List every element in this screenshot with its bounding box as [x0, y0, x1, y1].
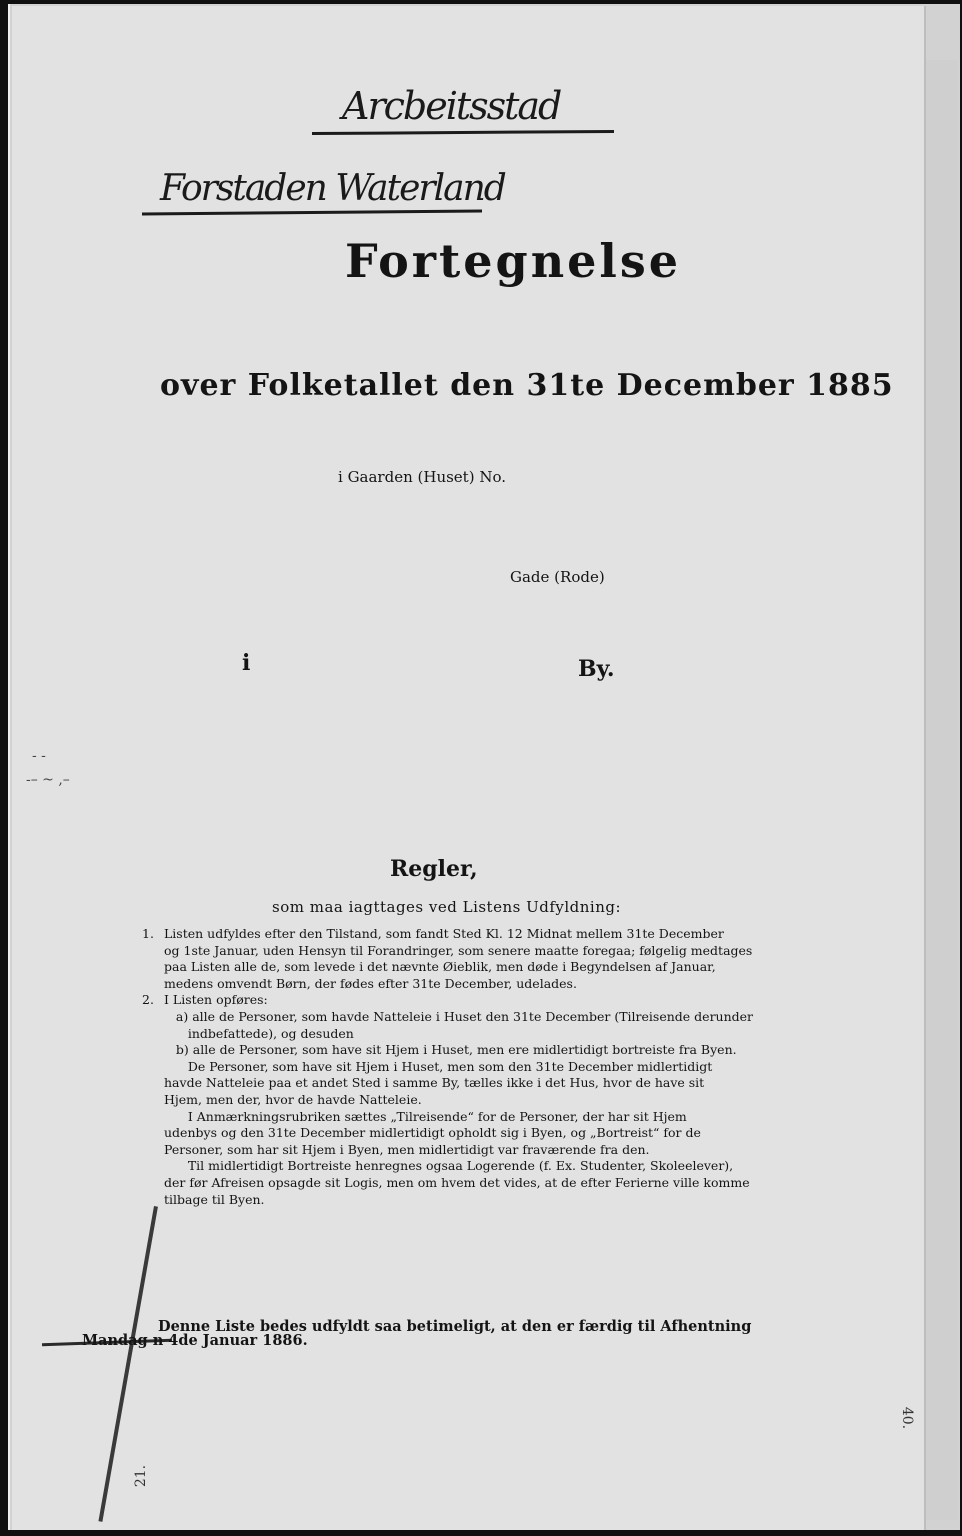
rule-line	[142, 1009, 753, 1025]
rule-line	[142, 976, 577, 992]
rules-title: Regler,	[390, 856, 478, 882]
rule-text: og 1ste Januar, uden Hensyn til Forandringer, som senere maatte foregaa; følgelig medtages	[164, 942, 753, 958]
rule-line	[142, 1042, 737, 1058]
rule-text: Til midlertidigt Bortreiste henregnes ogsaa Logerende (f. Ex. Studenter, Skoleelever),	[164, 1158, 734, 1174]
field-label-i: i	[242, 650, 251, 676]
corner-number-left: 21.	[133, 1464, 150, 1488]
rule-text: De Personer, som have sit Hjem i Huset, men som den 31te December midlertidigt	[164, 1058, 713, 1074]
margin-mark: - -	[32, 748, 46, 764]
handwritten-district: Arcbeitsstad	[342, 84, 561, 128]
rule-line	[142, 1092, 422, 1108]
document-title: Fortegnelse	[344, 234, 682, 288]
rule-text: udenbys og den 31te December midlertidigt opholdt sig i Byen, og „Bortreist“ for de	[164, 1125, 701, 1141]
rule-line	[142, 1175, 750, 1191]
footer-line-1: Denne Liste bedes udfyldt saa betimeligt, at den er færdig til Afhentning	[158, 1318, 752, 1335]
rule-text: Hjem, men der, hvor de havde Natteleie.	[164, 1092, 422, 1107]
field-label-gaarden: i Gaarden (Huset) No.	[338, 468, 506, 486]
rule-text: der før Afreisen opsagde sit Logis, men om hvem det vides, at de efter Ferierne ville komme	[164, 1175, 750, 1190]
rule-line	[142, 1158, 733, 1174]
corner-number-right: 40.	[899, 1406, 916, 1430]
footer-line-2: Mandag n 4de Januar 1886.	[82, 1332, 308, 1349]
rule-line	[142, 1192, 265, 1208]
rule-text: I Anmærkningsrubriken sættes „Tilreisende“ for de Personer, der har sit Hjem	[164, 1108, 687, 1124]
field-label-by: By.	[578, 656, 615, 682]
rule-line	[142, 1059, 712, 1075]
handwritten-suburb: Forstaden Waterland	[160, 168, 505, 209]
rule-text: I Listen opføres:	[164, 992, 268, 1008]
rule-text: Personer, som har sit Hjem i Byen, men midlertidigt var fraværende fra den.	[164, 1141, 650, 1157]
rule-text: indbefattede), og desuden	[164, 1025, 354, 1041]
rule-text: Listen udfyldes efter den Tilstand, som fandt Sted Kl. 12 Midnat mellem 31te December	[164, 926, 724, 941]
census-form-page	[12, 6, 924, 1530]
rule-text: paa Listen alle de, som levede i det nævnte Øieblik, men døde i Begyndelsen af Januar,	[164, 959, 716, 975]
rule-line	[142, 1109, 687, 1125]
rule-line	[142, 1125, 701, 1141]
handwriting-underline	[142, 210, 482, 216]
field-label-gade: Gade (Rode)	[510, 568, 605, 586]
sheet-edge	[924, 60, 958, 1520]
rule-text: a) alle de Personer, som havde Natteleie i Huset den 31te December (Tilreisende derunder	[164, 1009, 754, 1024]
margin-mark: -– ~ ,–	[26, 772, 70, 788]
handwriting-underline	[312, 130, 614, 135]
rules-subtitle: som maa iagttages ved Listens Udfyldning:	[272, 898, 622, 916]
rule-line	[142, 1026, 354, 1042]
rule-text: havde Natteleie paa et andet Sted i samme By, tælles ikke i det Hus, hvor de have sit	[164, 1075, 705, 1091]
rule-line	[142, 1075, 704, 1091]
rule-line	[142, 926, 724, 942]
rule-line	[142, 1142, 650, 1158]
rule-number: 1.	[142, 926, 154, 941]
rule-line	[142, 943, 752, 959]
rule-line	[142, 992, 268, 1008]
rule-text: tilbage til Byen.	[164, 1191, 265, 1207]
rule-text: b) alle de Personer, som have sit Hjem i Huset, men ere midlertidigt bortreiste fra Byen.	[164, 1042, 737, 1058]
document-subtitle: over Folketallet den 31te December 1885	[160, 368, 894, 403]
rule-number: 2.	[142, 992, 154, 1008]
rule-line	[142, 959, 716, 975]
rule-text: medens omvendt Børn, der fødes efter 31te December, udelades.	[164, 975, 577, 991]
